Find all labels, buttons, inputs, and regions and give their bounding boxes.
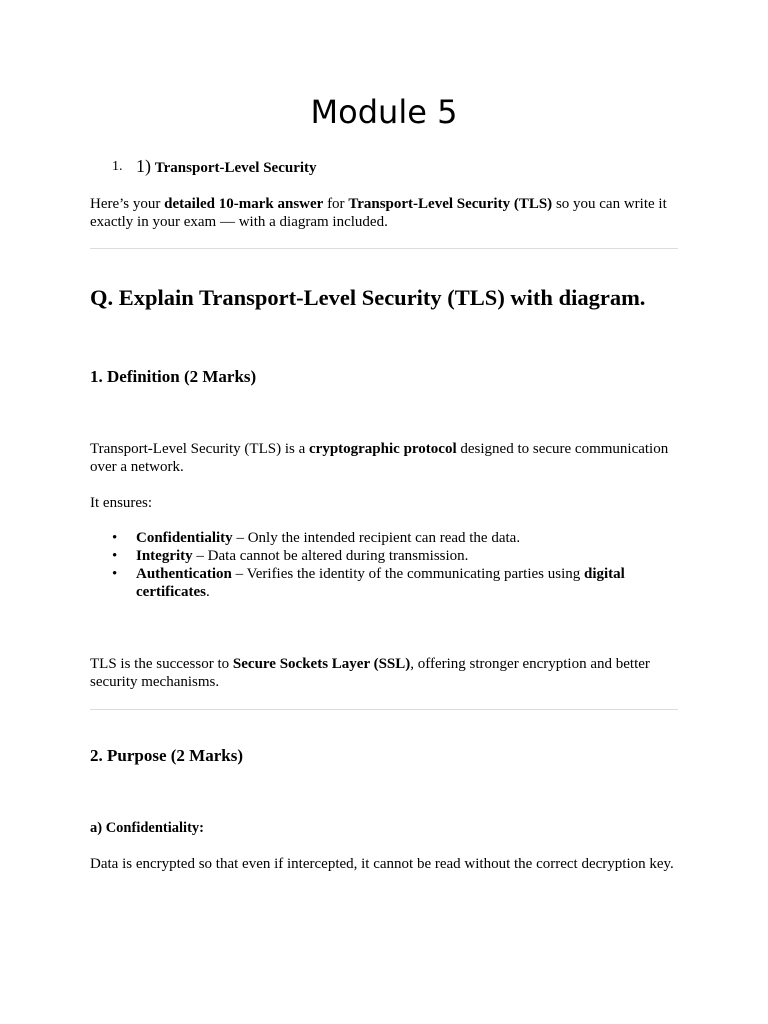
bullet-term: Integrity bbox=[136, 548, 193, 564]
bullet-text: – Only the intended recipient can read the data. bbox=[232, 530, 521, 546]
document-title: Module 5 bbox=[310, 93, 458, 131]
purpose-heading: 2. Purpose (2 Marks) bbox=[90, 746, 243, 765]
intro-text-2: for bbox=[323, 196, 349, 212]
intro-bold-1: detailed 10-mark answer bbox=[164, 196, 324, 212]
bullet-term: Authentication bbox=[136, 566, 232, 582]
confidentiality-subheading: a) Confidentiality: bbox=[90, 820, 204, 836]
successor-text-1: TLS is the successor to bbox=[90, 656, 233, 672]
intro-text-1: Here’s your bbox=[90, 196, 165, 212]
list-item-text bbox=[136, 156, 317, 178]
divider bbox=[90, 709, 678, 710]
list-item bbox=[90, 547, 680, 565]
definition-text-2: designed to secure communication over a network. bbox=[90, 441, 669, 475]
intro-paragraph bbox=[90, 195, 680, 231]
bullet-tail: . bbox=[205, 584, 210, 600]
list-item-label: Transport-Level Security bbox=[154, 160, 317, 176]
definition-heading: 1. Definition (2 Marks) bbox=[90, 367, 257, 386]
divider bbox=[90, 248, 678, 249]
list-item-prefix: 1) bbox=[136, 156, 151, 176]
definition-paragraph bbox=[90, 440, 680, 476]
ensures-list bbox=[90, 529, 680, 601]
definition-text-1: Transport-Level Security (TLS) is a bbox=[90, 441, 309, 457]
bullet-text: – Verifies the identity of the communicating parties using bbox=[231, 566, 584, 582]
definition-bold: cryptographic protocol bbox=[309, 441, 457, 457]
list-marker: 1. bbox=[112, 159, 123, 174]
bullet-text: – Data cannot be altered during transmission. bbox=[192, 548, 469, 564]
successor-text-2: , offering stronger encryption and better security mechanisms. bbox=[90, 656, 650, 690]
bullet-term: Confidentiality bbox=[136, 530, 233, 546]
bullet-icon: • bbox=[112, 566, 118, 582]
bullet-term-2: digital certificates bbox=[136, 566, 625, 600]
bullet-icon: • bbox=[112, 530, 118, 546]
confidentiality-paragraph: Data is encrypted so that even if intercepted, it cannot be read without the correct decryption key. bbox=[90, 856, 674, 872]
question-heading: Q. Explain Transport-Level Security (TLS) with diagram. bbox=[90, 285, 646, 310]
list-item bbox=[90, 565, 680, 601]
bullet-icon: • bbox=[112, 548, 118, 564]
ensures-label: It ensures: bbox=[90, 495, 153, 511]
list-item bbox=[90, 529, 680, 547]
intro-bold-2: Transport-Level Security (TLS) bbox=[348, 196, 553, 212]
successor-paragraph bbox=[90, 655, 680, 691]
successor-bold: Secure Sockets Layer (SSL) bbox=[232, 656, 411, 672]
intro-text-3: so you can write it exactly in your exam — with a diagram included. bbox=[90, 196, 667, 230]
